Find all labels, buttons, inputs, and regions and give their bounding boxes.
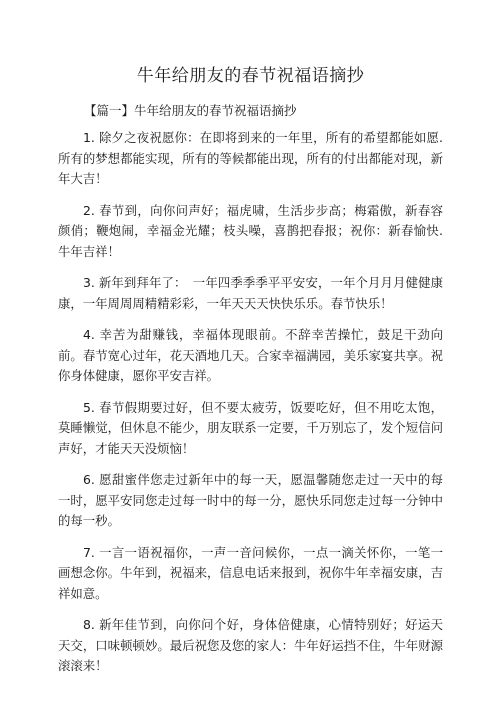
greeting-item-4: 4. 幸苦为甜赚钱，幸福体现眼前。不辞幸苦操忙，鼓足干劲向前。春节宽心过年，花天酒地几天。合家幸福满园，美乐家宴共享。祝你身体健康，愿你平安吉祥。 xyxy=(58,327,443,383)
section-heading: 【篇一】牛年给朋友的春节祝福语摘抄 xyxy=(84,103,297,118)
greeting-item-8: 8. 新年佳节到，向你问个好，身体倍健康，心情特别好；好运天天交，口味顿顿妙。最后祝您及您的家人：牛年好运挡不住，牛年财源滚滚来！ xyxy=(58,617,443,673)
greeting-item-2: 2. 春节到，向你问声好；福虎啸，生活步步高；梅霜傲，新春容颜俏；鞭炮闹，幸福金光耀；枝头噪，喜鹊把春报；祝你：新春愉快.牛年吉祥！ xyxy=(58,202,443,259)
greeting-item-3: 3. 新年到拜年了： 一年四季季季平平安安，一年个月月月健健康康，一年周周周精精彩彩，一年天天天快快乐乐。春节快乐！ xyxy=(58,275,443,311)
document-title: 牛年给朋友的春节祝福语摘抄 xyxy=(136,66,365,86)
greeting-item-1: 1. 除夕之夜祝愿你：在即将到来的一年里，所有的希望都能如愿.所有的梦想都能实现，所有的等候都能出现，所有的付出都能对现，新年大吉！ xyxy=(58,130,443,186)
greeting-item-7: 7. 一言一语祝福你，一声一音问候你，一点一滴关怀你，一笔一画想念你。牛年到，祝福来，信息电话来报到，祝你牛年幸福安康，吉祥如意。 xyxy=(58,544,443,601)
greetings-list xyxy=(58,128,443,677)
greeting-item-5: 5. 春节假期要过好，但不要太疲劳，饭要吃好，但不用吃太饱，莫睡懒觉，但休息不能少，朋友联系一定要，千万别忘了，发个短信问声好，才能天天没烦恼！ xyxy=(58,399,443,456)
greeting-item-6: 6. 愿甜蜜伴您走过新年中的每一天，愿温馨随您走过一天中的每一时，愿平安同您走过每一时中的每一分，愿快乐同您走过每一分钟中的每一秒。 xyxy=(58,472,443,528)
